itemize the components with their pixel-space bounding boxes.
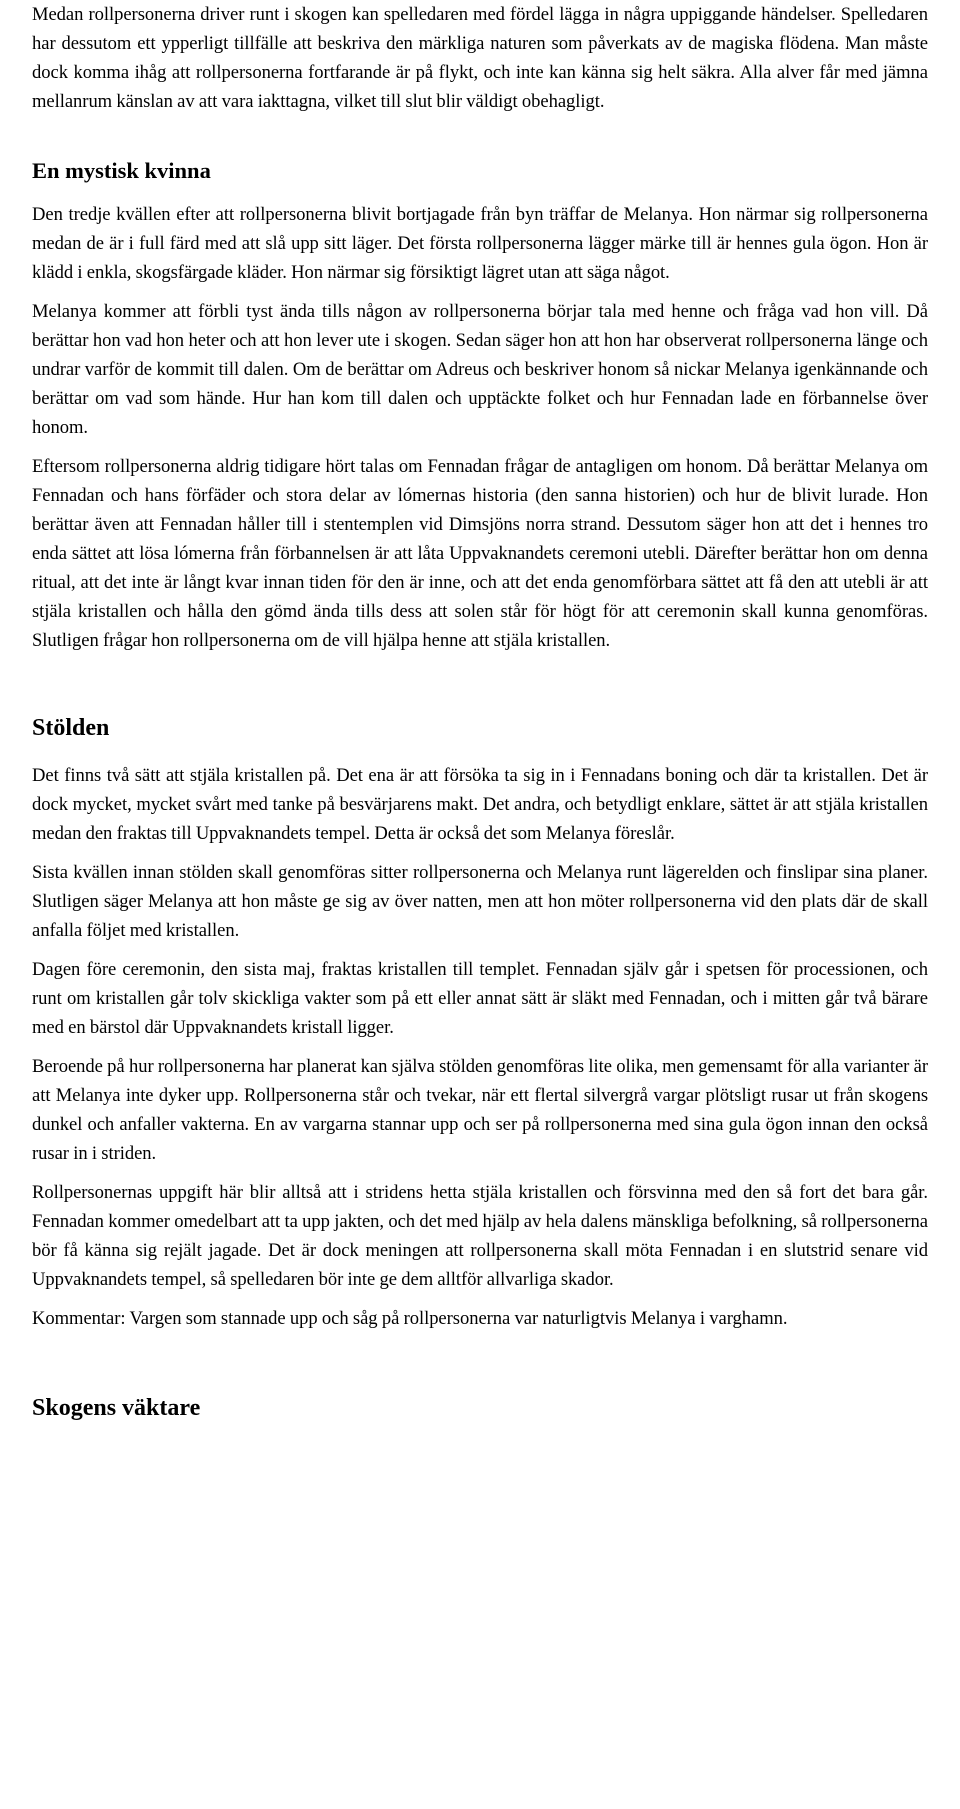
- section-heading-skogens-vaktare: Skogens väktare: [32, 1395, 201, 1421]
- stolden-paragraph-4: Beroende på hur rollpersonerna har planerat kan själva stölden genomföras lite olika, men gemensamt för alla varianter är att Melanya inte dyker upp. Rollpersonerna står och tvekar, när ett flertal silvergrå vargar plötsligt rusar ut från skogens dunkel och anfaller vakterna. En av vargarna stannar upp och ser på rollpersonerna med sina gula ögon innan den också rusar in i striden.: [32, 1056, 928, 1164]
- stolden-paragraph-5: Rollpersonernas uppgift här blir alltså att i stridens hetta stjäla kristallen och försvinna med den så fort det bara går. Fennadan kommer omedelbart att ta upp jakten, och det med hjälp av hela dalens mänskliga befolkning, så rollpersonerna bör få känna sig rejält jagade. Det är dock meningen att rollpersonerna skall möta Fennadan i en slutstrid senare vid Uppvaknandets tempel, så spelledaren bör inte ge dem alltför allvarliga skador.: [32, 1182, 928, 1290]
- mystisk-paragraph-2: Melanya kommer att förbli tyst ända tills någon av rollpersonerna börjar tala med henne och fråga vad hon vill. Då berättar hon vad hon heter och att hon lever ute i skogen. Sedan säger hon att hon har observerat rollpersonerna länge och undrar varför de kommit till dalen. Om de berättar om Adreus och beskriver honom så nickar Melanya igenkännande och berättar om vad som hände. Hur han kom till dalen och upptäckte folket och hur Fennadan lade en förbannelse över honom.: [32, 301, 928, 438]
- mystisk-paragraph-1: Den tredje kvällen efter att rollpersonerna blivit bortjagade från byn träffar de Melanya. Hon närmar sig rollpersonerna medan de är i full färd med att slå upp sitt läger. Det första rollpersonerna lägger märke till är hennes gula ögon. Hon är klädd i enkla, skogsfärgade kläder. Hon närmar sig försiktigt lägret utan att säga något.: [32, 204, 928, 283]
- section-heading-stolden: Stölden: [32, 715, 110, 741]
- section-heading-mystisk-kvinna: En mystisk kvinna: [32, 158, 211, 183]
- stolden-paragraph-1: Det finns två sätt att stjäla kristallen på. Det ena är att försöka ta sig in i Fennadans boning och där ta kristallen. Det är dock mycket, mycket svårt med tanke på besvärjarens makt. Det andra, och betydligt enklare, sättet är att stjäla kristallen medan den fraktas till Uppvaknandets tempel. Detta är också det som Melanya föreslår.: [32, 765, 928, 844]
- stolden-paragraph-3: Dagen före ceremonin, den sista maj, fraktas kristallen till templet. Fennadan själv går i spetsen för processionen, och runt om kristallen går tolv skickliga vakter som på ett eller annat sätt är släkt med Fennadan, och i mitten går två bärare med en bärstol där Uppvaknandets kristall ligger.: [32, 959, 928, 1038]
- stolden-paragraph-2: Sista kvällen innan stölden skall genomföras sitter rollpersonerna och Melanya runt lägerelden och finslipar sina planer. Slutligen säger Melanya att hon måste ge sig av över natten, men att hon möter rollpersonerna vid den plats där de skall anfalla följet med kristallen.: [32, 862, 928, 941]
- document-page: [32, 0, 928, 1423]
- mystisk-paragraph-3: Eftersom rollpersonerna aldrig tidigare hört talas om Fennadan frågar de antagligen om honom. Då berättar Melanya om Fennadan och hans förfäder och stora delar av lómernas historia (den sanna historien) och hur de blivit lurade. Hon berättar även att Fennadan håller till i stentemplen vid Dimsjöns norra strand. Dessutom säger hon att det i hennes tro enda sättet att lösa lómerna från förbannelsen är att låta Uppvaknandets ceremoni utebli. Därefter berättar hon om denna ritual, att det inte är långt kvar innan tiden för den är inne, och att det enda genomförbara sättet att få den att utebli är att stjäla kristallen och hålla den gömd ända tills dess att solen står för högt för att ceremonin skall kunna genomföras. Slutligen frågar hon rollpersonerna om de vill hjälpa henne att stjäla kristallen.: [32, 456, 928, 651]
- intro-paragraph: Medan rollpersonerna driver runt i skogen kan spelledaren med fördel lägga in några uppiggande händelser. Spelledaren har dessutom ett ypperligt tillfälle att beskriva den märkliga naturen som påverkats av de magiska flödena. Man måste dock komma ihåg att rollpersonerna fortfarande är på flykt, och inte kan känna sig helt säkra. Alla alver får med jämna mellanrum känslan av att vara iakttagna, vilket till slut blir väldigt obehagligt.: [32, 4, 928, 112]
- stolden-paragraph-6: Kommentar: Vargen som stannade upp och såg på rollpersonerna var naturligtvis Melanya i varghamn.: [32, 1308, 788, 1329]
